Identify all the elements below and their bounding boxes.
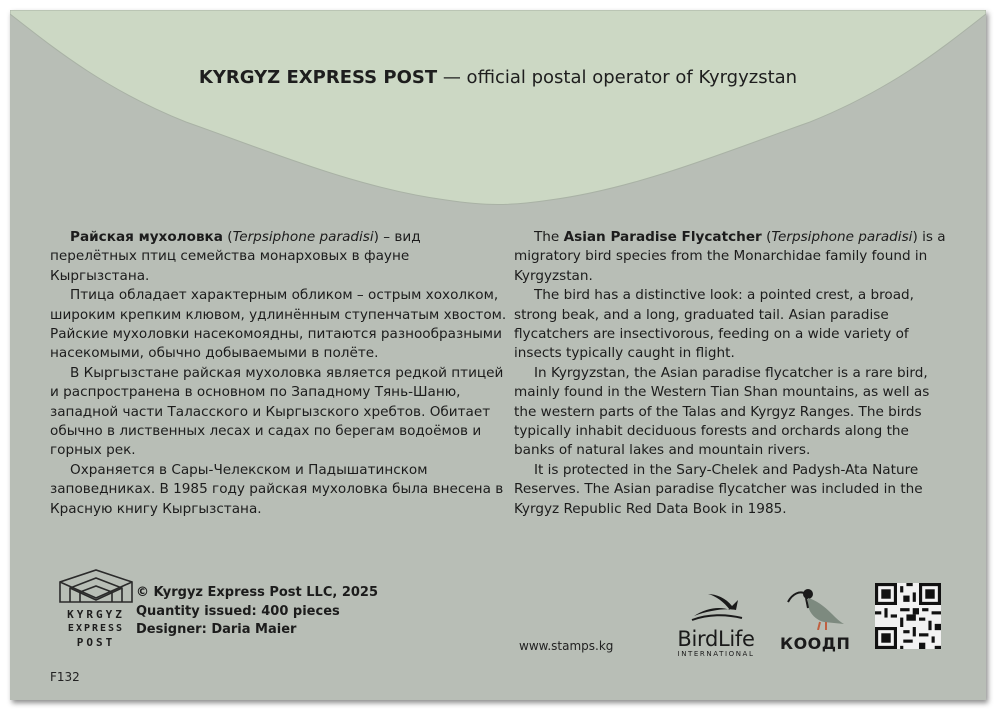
koodp-name: КООДП <box>780 634 851 653</box>
ru-latin-name: Terpsiphone paradisi <box>232 229 374 245</box>
ru-paren-open: ( <box>222 229 233 245</box>
page-header <box>10 67 986 88</box>
ru-p1-rest: ) – вид перелётных птиц семейства монарховых в фауне Кыргызстана. <box>50 229 421 284</box>
en-paragraph-3: In Kyrgyzstan, the Asian paradise flycatcher is a rare bird, mainly found in the Western Tian Shan mountains, as well as the western parts of the Talas and Kyrgyz Ranges. The birds typically inhabit deciduous forests and orchards along the banks of natural lakes and mountain rivers. <box>514 364 930 459</box>
envelope-flap <box>10 10 986 210</box>
designer-text: Designer: Daria Maier <box>136 622 297 637</box>
birdlife-logo <box>666 588 766 658</box>
ru-paragraph-1 <box>50 228 510 286</box>
ru-paragraph-2: Птица обладает характерным обликом – острым хохолком, широким крепким клювом, удлинённым ступенчатым хвостом. Райские мухоловки насекомоядны, питаются разнообразными насекомыми, обычно добываемыми в полёте. <box>50 287 507 362</box>
envelopes-icon <box>56 568 136 604</box>
en-paragraph-1 <box>514 228 950 286</box>
logo-line-1: KYRGYZ <box>67 608 125 621</box>
ru-paragraph-3: В Кыргызстане райская мухоловка является редкой птицей и распространена в основном по Западному Тянь-Шаню, западной части Таласского и Кыргызского хребтов. Обитает обычно в лиственных лесах и садах по берегам водоёмов и горных рек. <box>50 364 504 459</box>
brand-name: KYRGYZ EXPRESS POST <box>198 67 438 88</box>
quantity-text: Quantity issued: 400 pieces <box>136 603 340 619</box>
en-paragraph-2: The bird has a distinctive look: a pointed crest, a broad, strong beak, and a long, graduated tail. Asian paradise flycatchers are insectivorous, feeding on a wide variety of insects typically caught in flight. <box>514 287 914 362</box>
en-paren-open: ( <box>761 229 772 245</box>
bird-flight-icon <box>686 588 746 624</box>
brand-tagline: — official postal operator of Kyrgyzstan <box>437 67 798 88</box>
credits-block <box>136 584 378 640</box>
english-description <box>514 228 950 519</box>
kyrgyz-express-post-logo <box>56 568 136 650</box>
logo-line-2: EXPRESS <box>67 623 125 634</box>
website-link[interactable]: www.stamps.kg <box>519 639 614 653</box>
russian-description <box>50 228 510 519</box>
ibisbill-icon <box>780 584 850 630</box>
envelope-code: F132 <box>50 670 80 684</box>
koodp-logo <box>780 584 850 653</box>
qr-code-icon[interactable] <box>875 583 941 649</box>
copyright-text: © Kyrgyz Express Post LLC, 2025 <box>136 585 379 600</box>
envelope-back <box>10 10 986 700</box>
birdlife-name: BirdLife <box>677 627 755 651</box>
en-p1-rest: ) is a migratory bird species from the Monarchidae family found in Kyrgyzstan. <box>514 229 946 284</box>
birdlife-subtitle: INTERNATIONAL <box>677 650 755 658</box>
ru-species-name: Райская мухоловка <box>70 229 223 245</box>
en-paragraph-4: It is protected in the Sary-Chelek and Padysh-Ata Nature Reserves. The Asian paradise flycatcher was included in the Kyrgyz Republic Red Data Book in 1985. <box>514 461 923 517</box>
en-p1-lead: The <box>534 229 564 245</box>
en-species-name: Asian Paradise Flycatcher <box>563 229 762 245</box>
logo-line-3: POST <box>76 636 116 649</box>
en-latin-name: Terpsiphone paradisi <box>771 229 913 245</box>
logo-text <box>56 608 136 650</box>
ru-paragraph-4: Охраняется в Сары-Челекском и Падышатинском заповедниках. В 1985 году райская мухоловка была внесена в Красную книгу Кыргызстана. <box>50 461 504 517</box>
